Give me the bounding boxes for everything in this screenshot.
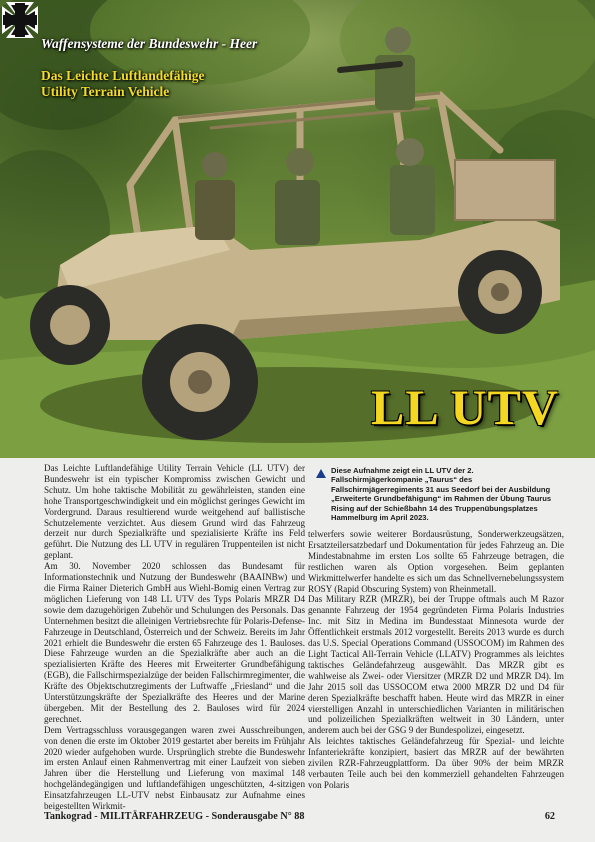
triangle-pointer-icon [316,469,326,478]
article-subtitle [41,68,271,100]
body-paragraph: Am 30. November 2020 schlossen das Bundesamt für Informationstechnik und Nutzung der Bundeswehr (BAAINBw) und die Firma Rainer Dieterich GmbH aus Wiehl-Bomig einen Vertrag zur möglichen Lieferung von 148 LL UTV des Typs Polaris MRZR D4 sowie dem dazugehörigen Zubehör und Schulungen des Personals. Das Unternehmen besitzt die alleinigen Vertriebsrechte für Polaris-Defense-Fahrzeuge in Deutschland, Österreich und der Schweiz. Bereits im Jahr 2021 erhielt die Bundeswehr die ersten 65 Fahrzeuge des 1. Bauloses. Diese Fahrzeuge wurden an die Spezialkräfte aber auch an die spezialisierten Kräfte des Heeres mit Erweiterter Grundbefähigung (EGB), die Fallschirmspezialzüge der beiden Fallschirmregimenter, die Kräfte des Objektschutzregiments der Luftwaffe „Friesland“ und die Unterstützungskräfte der Spezialkräfte des Heeres und der Marine übergeben. Mit der Bestellung des 2. Bauloses wird für 2024 gerechnet. [44,561,305,724]
body-column-left [44,463,305,812]
body-column-right [308,529,564,791]
article-title: LL UTV [370,379,559,435]
body-paragraph: Das Leichte Luftlandefähige Utility Terrain Vehicle (LL UTV) der Bundeswehr ist ein typischer Kompromiss zwischen Gewicht und Schutz. Um hohe taktische Mobilität zu gewährleisten, standen eine hohe Transportgeschwindigkeit und ein möglichst geringes Gewicht im Vordergrund. Daraus resultierend wurde weitgehend auf ballistische Schutzelemente verzichtet. Aus diesem Grund wird das Fahrzeug derzeit nur durch Spezialkräfte und spezialisierte Kräfte ins Feld geführt. Die Nutzung des LL UTV in regulären Truppenteilen ist nicht geplant. [44,463,305,561]
subtitle-line-1: Das Leichte Luftlandefähige [41,68,205,83]
publication-footer: Tankograd - MILITÄRFAHRZEUG - Sonderausgabe N° 88 [44,811,305,822]
photo-caption [316,466,560,522]
page-number: 62 [544,811,555,822]
iron-cross-icon [0,0,40,40]
subtitle-line-2: Utility Terrain Vehicle [41,84,170,99]
series-title: Waffensysteme der Bundeswehr - Heer [41,36,258,51]
caption-text: Diese Aufnahme zeigt ein LL UTV der 2. Fallschirmjägerkompanie „Taurus“ des Fallschirmjägerregiments 31 aus Seedorf bei der Ausbildung „Erweiterte Grundbefähigung“ im Rahmen der Übung Taurus Rising auf der Schießbahn 14 des Truppenübungsplatzes Hammelburg im April 2023. [331,466,552,523]
body-paragraph: Dem Vertragsschluss vorausgegangen waren zwei Ausschreibungen, von denen die erste im Oktober 2019 gestartet aber bereits im Frühjahr 2020 wieder aufgehoben wurde. Ursprünglich strebte die Bundeswehr im ersten Anlauf einen Rahmenvertrag mit einer Laufzeit von sieben Jahren über die Herstellung und Lieferung von maximal 148 hochgeländegängigen und luftlandefähigen ungeschützten, 4-sitzigen Einsatzfahrzeugen LL-UTV nebst Einbausatz zur Aufnahme eines beigestellten Wirkmit- [44,724,305,812]
body-paragraph: telwerfers sowie weiterer Bordausrüstung, Sonderwerkzeugsätzen, Ersatzteilersatzbedarf und Dokumentation für jedes Fahrzeug an. Die Mindestabnahme im ersten Los sollte 65 Fahrzeuge betragen, die restlichen waren als Option vorgesehen. Beim geplanten Wirkmittelwerfer handelte es sich um das Schnellvernebelungssystem ROSY (Rapid Obscuring System) von Rheinmetall. [308,529,564,594]
body-paragraph: Das Military RZR (MRZR), bei der Truppe oftmals auch M Razor genannte Fahrzeug der 1954 gegründeten Firma Polaris Industries Inc. mit Sitz in Medina im Bundesstaat Minnesota wurde der Öffentlichkeit erstmals 2012 vorgestellt. Bereits 2013 wurde es durch das U.S. Special Operations Command (USSOCOM) im Rahmen des Light Tactical All-Terrain Vehicle (LLATV) Programmes als leichtes taktisches Geländefahrzeug ausgewählt. Das MRZR gibt es wahlweise als Zwei- oder Viersitzer (MRZR D2 und MRZR D4). Im Jahr 2015 soll das USSOCOM etwa 2000 MRZR D2 und D4 für deren Spezialkräfte beschafft haben. Heute wird das MRZR in einer vierstelligen Anzahl in unterschiedlichen Varianten in militärischen und polizeilichen Spezialkräften weltweit in 30 Ländern, unter anderem auch bei der GSG 9 der Bundespolizei, eingesetzt. [308,594,564,736]
body-paragraph: Als leichtes taktisches Geländefahrzeug für Spezial- und leichte Infanteriekräfte konzipiert, basiert das MRZR auf der bewährten zivilen RZR-Fahrzeugplattform. Da über 90% der beim MRZR verbauten Teile auch bei den kommerziell gehandelten Fahrzeugen von Polaris [308,736,564,790]
